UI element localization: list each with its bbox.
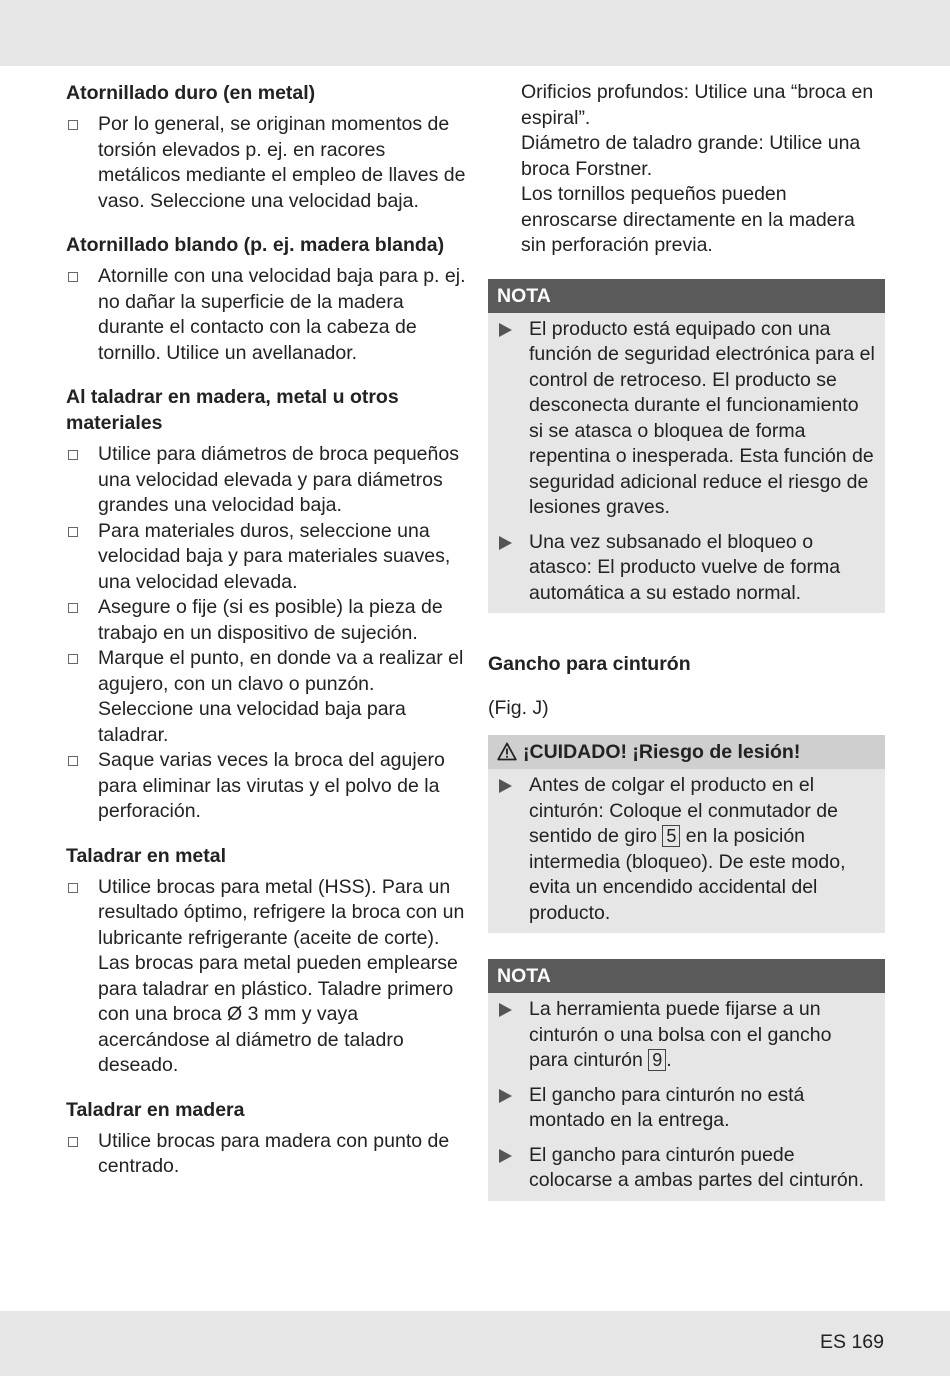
note-item: El gancho para cinturón no está montado en la entrega. [497,1083,875,1134]
list-item: Para materiales duros, seleccione una velocidad baja y para materiales suaves, una velocidad elevada. [66,519,466,596]
warning-icon [497,738,517,772]
left-column [66,80,466,1198]
list-item: Utilice brocas para metal (HSS). Para un resultado óptimo, refrigere la broca con un lubricante refrigerante (aceite de corte). Las brocas para metal pueden emplearse para taladrar en plástico. Taladre primero con una broca Ø 3 mm y vaya acercándose al diámetro de taladro deseado. [66,875,466,1079]
checkbox-bullet-icon [68,1137,78,1147]
right-column [488,80,885,1227]
figure-reference: (Fig. J) [488,697,549,719]
item-list [66,875,466,1079]
triangle-bullet-icon [499,1003,512,1017]
list-item: Asegure o fije (si es posible) la pieza de trabajo en un dispositivo de sujeción. [66,595,466,646]
triangle-bullet-icon [499,323,512,337]
checkbox-bullet-icon [68,120,78,130]
caution-title: ¡CUIDADO! ¡Riesgo de lesión! [523,741,801,763]
checkbox-bullet-icon [68,756,78,766]
checkbox-bullet-icon [68,527,78,537]
list-item: Utilice para diámetros de broca pequeños una velocidad elevada y para diámetros grandes una velocidad baja. [66,442,466,519]
section-title: Al taladrar en madera, metal u otros materiales [66,386,399,434]
list-item: Saque varias veces la broca del agujero para eliminar las virutas y el polvo de la perforación. [66,748,466,825]
section-soft-screwing [66,232,466,366]
checkbox-bullet-icon [68,450,78,460]
list-item: Por lo general, se originan momentos de torsión elevados p. ej. en racores metálicos mediante el empleo de llaves de vaso. Seleccione una velocidad baja. [66,112,466,214]
part-reference: 5 [662,825,680,847]
triangle-bullet-icon [499,1149,512,1163]
paragraph: Diámetro de taladro grande: Utilice una broca Forstner. [521,132,861,180]
triangle-bullet-icon [499,1089,512,1103]
note-item: Una vez subsanado el bloqueo o atasco: El producto vuelve de forma automática a su estado normal. [497,530,875,607]
note-header: NOTA [488,279,885,313]
continued-text [488,80,885,259]
page-number: ES 169 [820,1331,884,1353]
footer-band [0,1311,950,1376]
triangle-bullet-icon [499,779,512,793]
triangle-bullet-icon [499,536,512,550]
item-list [66,1129,466,1180]
note-body [488,313,885,614]
list-item: Atornille con una velocidad baja para p. ej. no dañar la superficie de la madera durante el contacto con la cabeza de tornillo. Utilice un avellanador. [66,264,466,366]
header-band [0,0,950,66]
note-body [488,993,885,1201]
item-list [66,264,466,366]
caution-item: Antes de colgar el producto en el cinturón: Coloque el conmutador de sentido de giro 5 en la posición intermedia (bloqueo). De este modo, evita un encendido accidental del producto. [497,773,875,926]
note-header: NOTA [488,959,885,993]
section-title: Taladrar en madera [66,1098,245,1121]
list-item: Marque el punto, en donde va a realizar el agujero, con un clavo o punzón. Seleccione una velocidad baja para taladrar. [66,646,466,748]
caution-box [488,735,885,933]
checkbox-bullet-icon [68,272,78,282]
paragraph: Orificios profundos: Utilice una “broca en espiral”. [521,81,874,129]
part-reference: 9 [648,1049,666,1071]
section-drilling-metal [66,843,466,1079]
section-drilling-materials [66,384,466,825]
note-box-2 [488,959,885,1201]
item-list [66,442,466,825]
note-item: El producto está equipado con una función de seguridad electrónica para el control de retroceso. El producto se desconecta durante el funcionamiento si se atasca o bloquea de forma repentina o inesperada. Esta función de seguridad adicional reduce el riesgo de lesiones graves. [497,317,875,521]
checkbox-bullet-icon [68,603,78,613]
section-drilling-wood [66,1097,466,1180]
note-item: El gancho para cinturón puede colocarse a ambas partes del cinturón. [497,1143,875,1194]
note-item: La herramienta puede fijarse a un cinturón o una bolsa con el gancho para cinturón 9 . [497,997,875,1074]
item-list [66,112,466,214]
section-title: Taladrar en metal [66,844,227,867]
caution-header [488,735,885,769]
paragraph: Los tornillos pequeños pueden enroscarse directamente en la madera sin perforación previa. [521,183,855,256]
caution-body [488,769,885,933]
section-hard-screwing [66,80,466,214]
checkbox-bullet-icon [68,654,78,664]
section-title: Atornillado duro (en metal) [66,82,316,104]
belt-hook-title: Gancho para cinturón [488,653,691,675]
note-box [488,279,885,614]
section-title: Atornillado blando (p. ej. madera blanda) [66,234,445,256]
checkbox-bullet-icon [68,883,78,893]
list-item: Utilice brocas para madera con punto de centrado. [66,1129,466,1180]
